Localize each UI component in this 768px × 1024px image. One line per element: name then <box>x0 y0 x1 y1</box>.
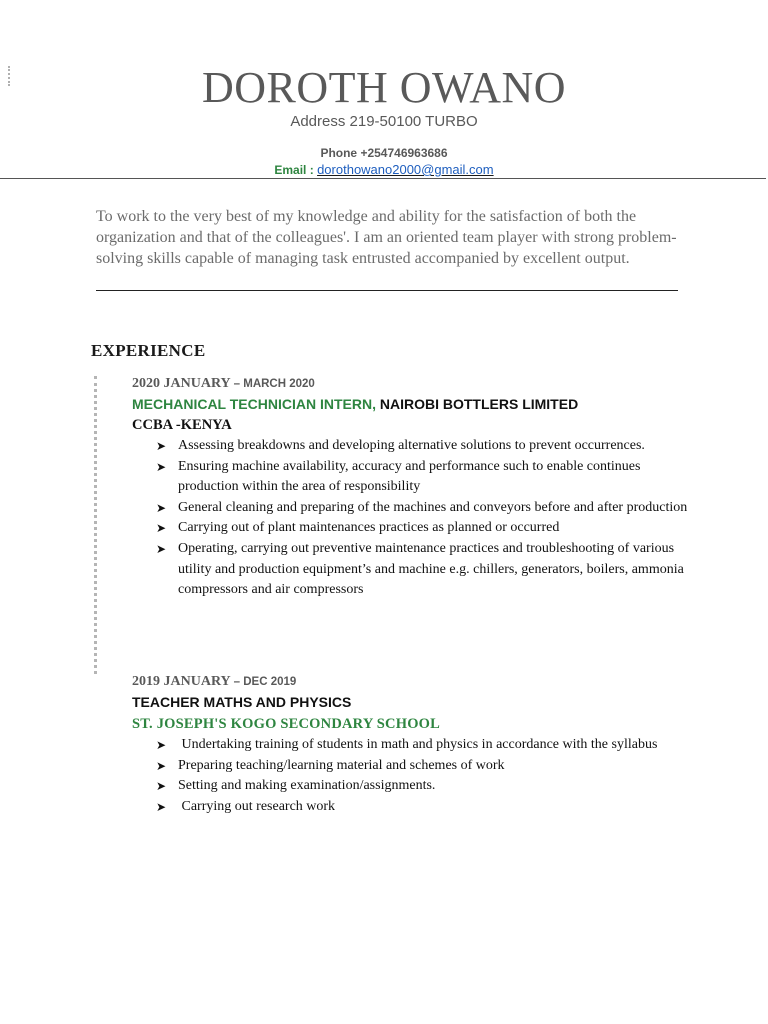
job-title: TEACHER MATHS AND PHYSICS <box>132 694 352 710</box>
job-bullet-list <box>132 436 692 601</box>
job-entry-1 <box>132 374 692 601</box>
arrow-bullet-icon: ➤ <box>156 758 167 773</box>
objective-paragraph: To work to the very best of my knowledge and ability for the satisfaction of both the organization and that of the colleagues'. I am an oriented team player with strong problem-solving skills capable of managing task entrusted accompanied by excellent output. <box>96 208 677 267</box>
job-title: MECHANICAL TECHNICIAN INTERN, <box>132 396 376 412</box>
arrow-bullet-icon: ➤ <box>156 779 167 794</box>
experience-heading: EXPERIENCE <box>91 341 206 360</box>
list-item: ➤ Ensuring machine availability, accuracy and performance such to enable continues production within the area of responsibility <box>156 458 641 495</box>
email-label: Email : <box>274 163 314 177</box>
objective-divider <box>96 290 678 291</box>
job-dates <box>132 374 692 394</box>
arrow-bullet-icon: ➤ <box>156 799 167 814</box>
arrow-bullet-icon: ➤ <box>156 738 167 752</box>
list-item: ➤ Assessing breakdowns and developing alternative solutions to prevent occurrences. <box>132 436 692 457</box>
list-item: ➤ Operating, carrying out preventive maintenance practices and troubleshooting of various utility and production equipment’s and machine e.g. chillers, generators, boilers, ammonia compressors and air compressors <box>156 540 684 598</box>
job-date-start: 2020 JANUARY <box>132 376 231 391</box>
candidate-name: DOROTH OWANO <box>201 63 567 112</box>
job-dates <box>132 672 692 692</box>
job-title-line <box>132 394 692 415</box>
phone-line: Phone +254746963686 <box>320 146 448 160</box>
list-item: ➤ Setting and making examination/assignments. <box>132 776 692 797</box>
experience-dotted-rule <box>94 376 97 674</box>
header-divider <box>0 178 766 179</box>
address-line: Address 219-50100 TURBO <box>290 113 478 130</box>
list-item: ➤ Carrying out of plant maintenances practices as planned or occurred <box>132 518 692 539</box>
job-entry-2 <box>132 672 692 817</box>
list-item: ➤ General cleaning and preparing of the machines and conveyors before and after production <box>132 498 692 519</box>
arrow-bullet-icon: ➤ <box>156 459 167 474</box>
job-company: NAIROBI BOTTLERS LIMITED <box>379 396 579 412</box>
job-subcompany: CCBA -KENYA <box>132 417 232 433</box>
arrow-bullet-icon: ➤ <box>156 541 167 556</box>
arrow-bullet-icon: ➤ <box>156 500 167 515</box>
email-link[interactable]: dorothowano2000@gmail.com <box>317 162 494 177</box>
job-date-end: – MARCH 2020 <box>233 378 315 390</box>
job-title-line <box>132 692 692 713</box>
email-row <box>0 162 768 177</box>
job-date-end: – DEC 2019 <box>233 676 297 688</box>
list-item: ➤ Preparing teaching/learning material and schemes of work <box>132 756 692 777</box>
list-item: ➤ Undertaking training of students in math and physics in accordance with the syllabus <box>132 735 692 756</box>
list-item: ➤ Carrying out research work <box>132 797 692 818</box>
arrow-bullet-icon: ➤ <box>156 521 167 536</box>
job-bullet-list <box>132 735 692 817</box>
job-date-start: 2019 JANUARY <box>132 674 231 689</box>
job-school: ST. JOSEPH'S KOGO SECONDARY SCHOOL <box>132 716 441 732</box>
arrow-bullet-icon: ➤ <box>156 439 167 453</box>
